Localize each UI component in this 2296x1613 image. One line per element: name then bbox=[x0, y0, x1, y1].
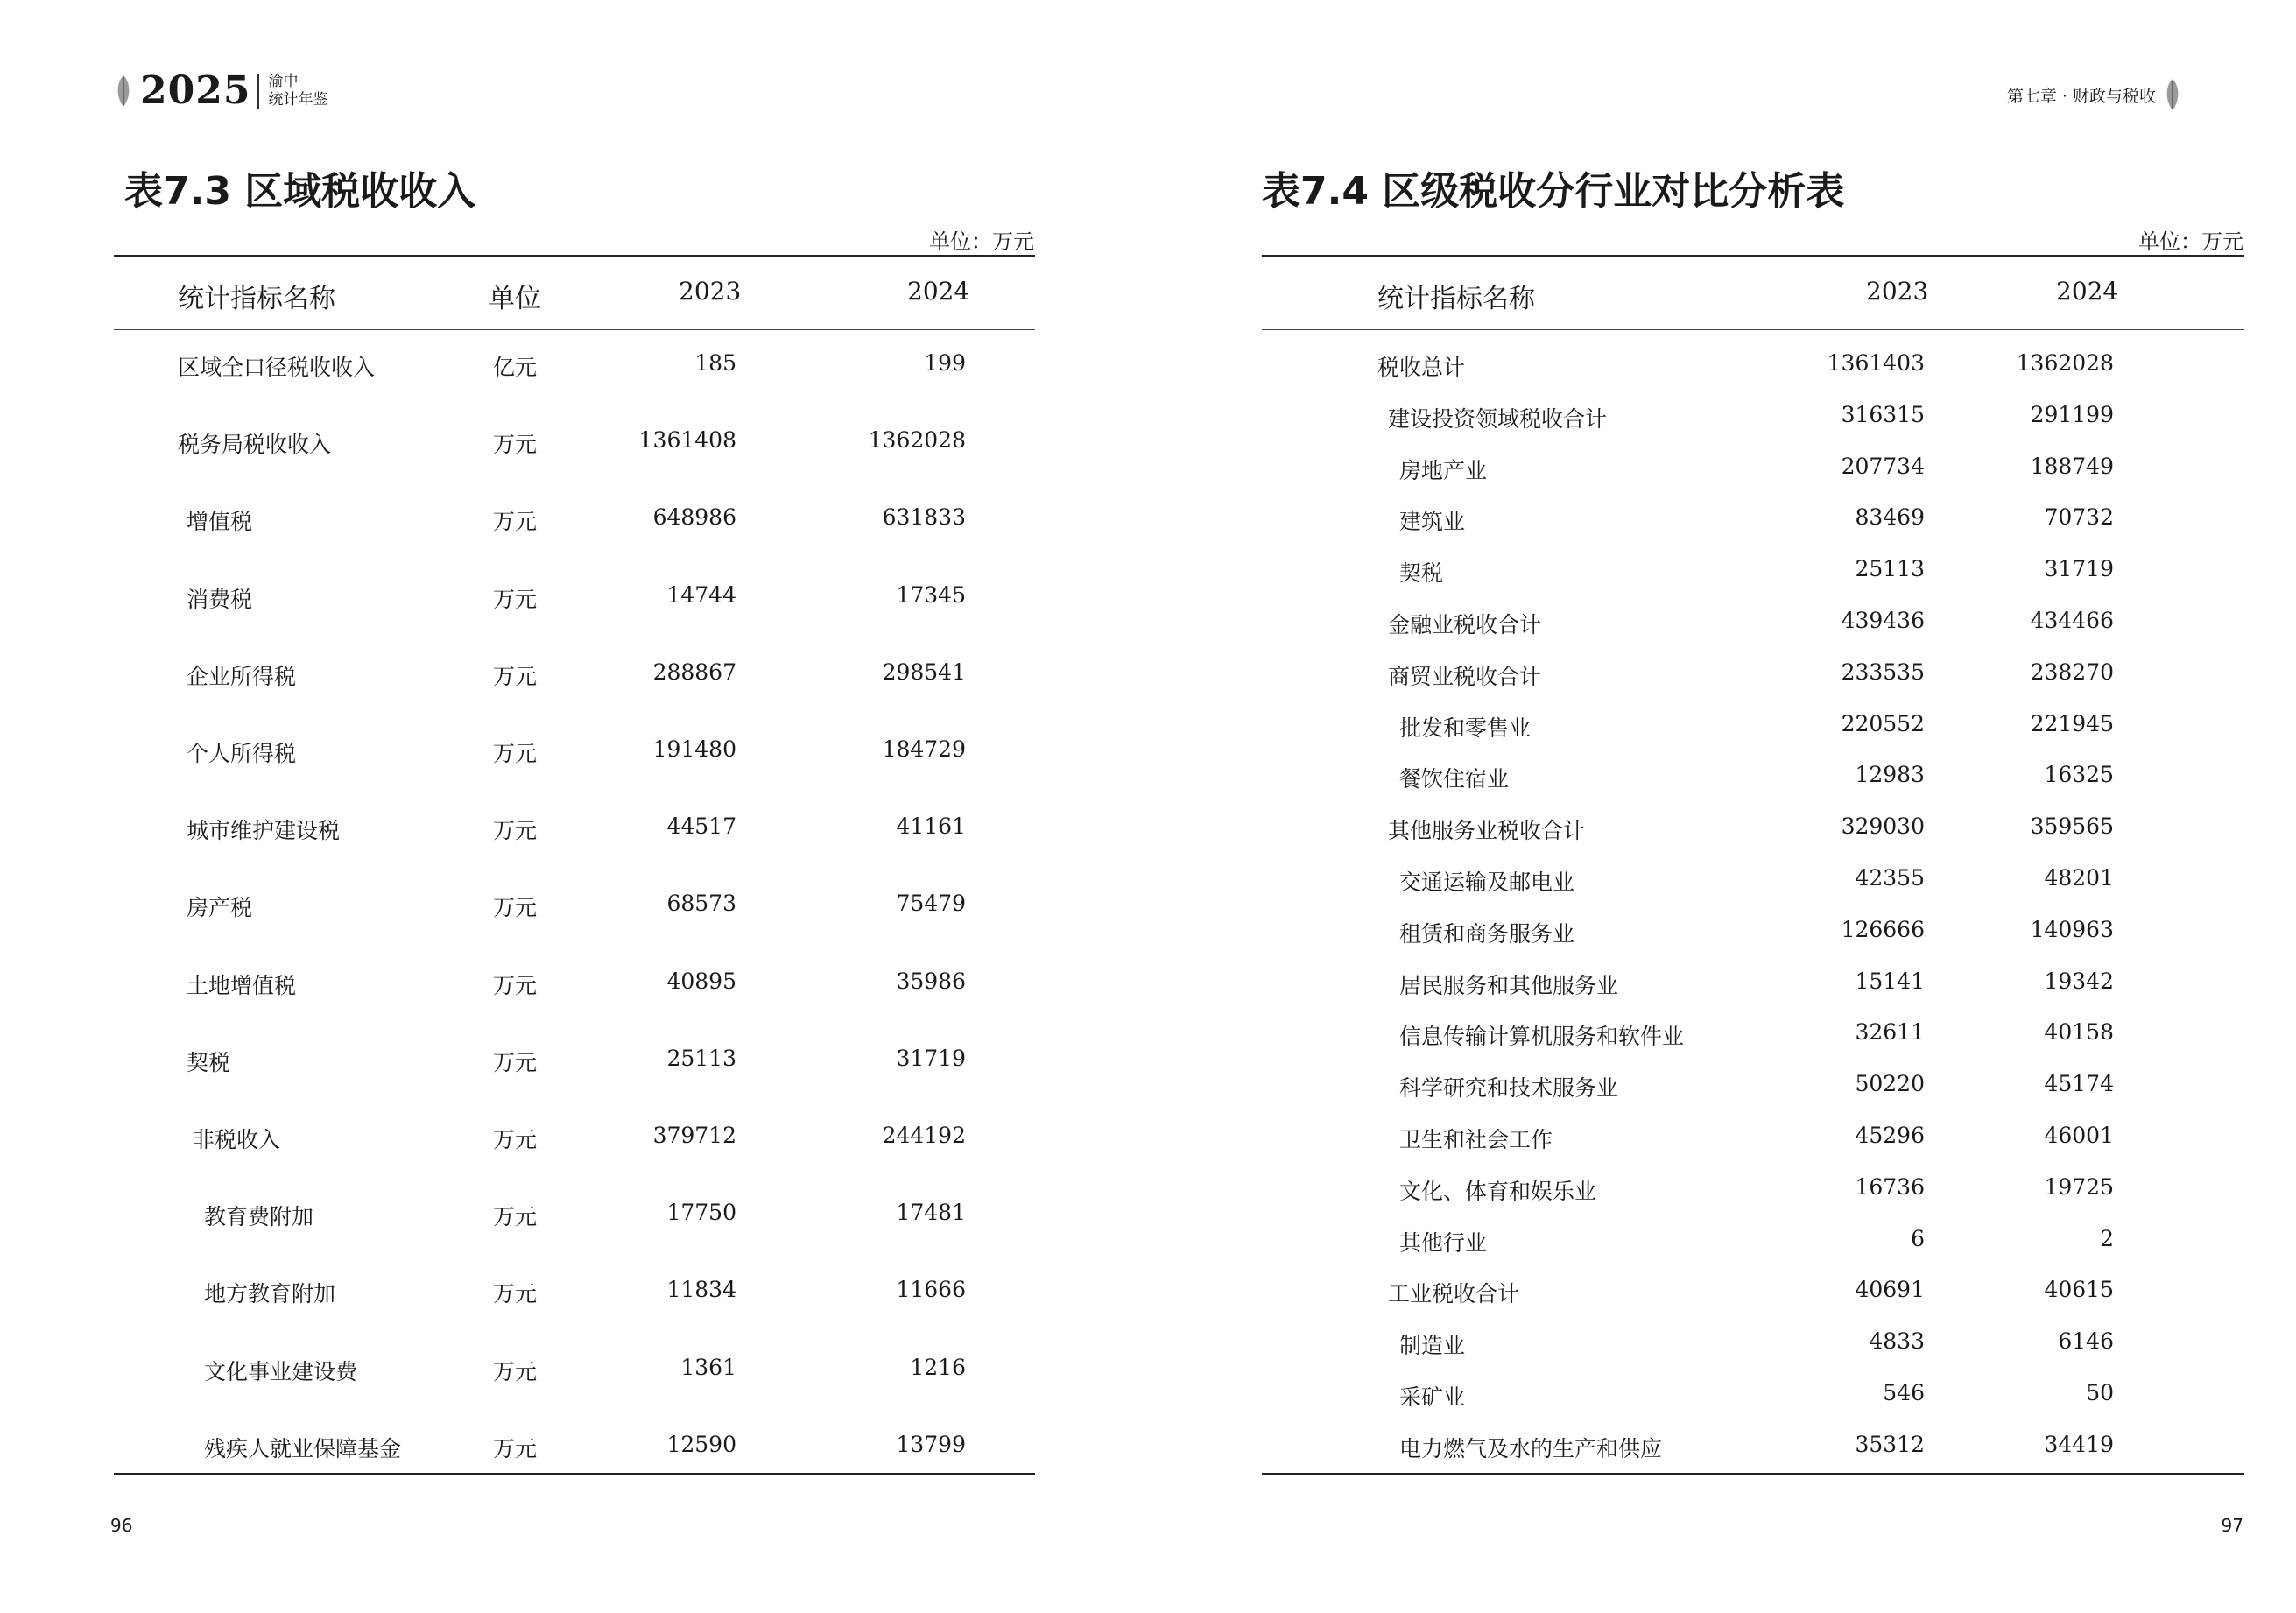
table-bottom-rule bbox=[114, 1473, 1035, 1475]
chapter-header bbox=[2007, 77, 2182, 112]
row-unit: 万元 bbox=[493, 1127, 538, 1152]
row-unit: 万元 bbox=[493, 663, 538, 689]
row-name: 交通运输及邮电业 bbox=[1399, 870, 1575, 895]
table-row bbox=[1148, 402, 2296, 437]
chapter-title: 第七章 · 财政与税收 bbox=[2006, 86, 2156, 106]
row-value-2023: 44517 bbox=[666, 814, 736, 840]
table-bottom-rule bbox=[1262, 1473, 2244, 1475]
row-value-2024: 244192 bbox=[882, 1123, 966, 1148]
table-row bbox=[1148, 917, 2296, 952]
logo-divider bbox=[257, 74, 259, 109]
row-value-2023: 379712 bbox=[652, 1123, 736, 1148]
row-name: 教育费附加 bbox=[204, 1204, 314, 1230]
table-header-rule bbox=[1262, 329, 2244, 330]
row-value-2024: 31719 bbox=[2044, 556, 2114, 582]
row-unit: 万元 bbox=[493, 586, 538, 612]
table-row bbox=[1148, 1123, 2296, 1158]
yearbook-name bbox=[268, 73, 327, 109]
row-value-2024: 631833 bbox=[882, 504, 966, 531]
row-unit: 万元 bbox=[493, 509, 538, 535]
row-value-2024: 50 bbox=[2086, 1380, 2114, 1405]
row-value-2023: 648986 bbox=[652, 504, 736, 531]
row-name: 其他服务业税收合计 bbox=[1388, 818, 1586, 844]
row-name: 地方教育附加 bbox=[204, 1281, 336, 1307]
table-row bbox=[0, 659, 1148, 694]
row-value-2024: 140963 bbox=[2030, 916, 2114, 942]
row-value-2024: 41161 bbox=[896, 814, 966, 840]
row-name: 卫生和社会工作 bbox=[1399, 1127, 1553, 1152]
table-row bbox=[0, 736, 1148, 771]
row-value-2023: 1361 bbox=[680, 1354, 736, 1380]
row-value-2023: 6 bbox=[1911, 1225, 1925, 1251]
row-value-2024: 31719 bbox=[896, 1045, 966, 1071]
leaf-emblem-icon bbox=[2163, 77, 2182, 112]
column-header-2023: 2023 bbox=[1866, 277, 1929, 306]
row-value-2023: 25113 bbox=[1855, 556, 1925, 582]
row-value-2024: 13799 bbox=[896, 1431, 966, 1457]
row-name: 契税 bbox=[187, 1049, 231, 1075]
row-value-2023: 4833 bbox=[1869, 1328, 1925, 1355]
unit-note: 单位：万元 bbox=[2138, 229, 2243, 254]
row-value-2023: 50220 bbox=[1855, 1071, 1925, 1097]
row-value-2024: 34419 bbox=[2044, 1431, 2114, 1457]
table-row bbox=[0, 1200, 1148, 1235]
row-name: 信息传输计算机服务和软件业 bbox=[1399, 1024, 1685, 1050]
row-value-2023: 329030 bbox=[1841, 814, 1925, 840]
row-value-2023: 233535 bbox=[1841, 659, 1925, 685]
table-row bbox=[1148, 1019, 2296, 1054]
row-name: 税收总计 bbox=[1377, 355, 1466, 380]
table-row bbox=[1148, 1226, 2296, 1261]
table-row bbox=[0, 814, 1148, 849]
table-header-rule bbox=[114, 329, 1035, 330]
row-value-2024: 298541 bbox=[882, 659, 966, 685]
row-unit: 亿元 bbox=[493, 355, 538, 380]
row-name: 其他行业 bbox=[1399, 1229, 1488, 1256]
row-value-2023: 17750 bbox=[666, 1200, 736, 1226]
row-value-2023: 25113 bbox=[666, 1045, 736, 1071]
row-name: 文化事业建设费 bbox=[204, 1358, 358, 1384]
row-value-2023: 185 bbox=[694, 350, 736, 376]
table-row bbox=[1148, 969, 2296, 1004]
table-row bbox=[1148, 1071, 2296, 1106]
row-value-2023: 32611 bbox=[1855, 1019, 1925, 1046]
row-value-2024: 199 bbox=[924, 350, 966, 376]
row-value-2023: 35312 bbox=[1855, 1431, 1925, 1457]
yearbook-logo bbox=[114, 68, 327, 113]
yearbook-name-line1: 渝中 bbox=[268, 72, 299, 90]
row-name: 残疾人就业保障基金 bbox=[204, 1435, 402, 1462]
row-value-2023: 40691 bbox=[1855, 1277, 1925, 1303]
row-name: 居民服务和其他服务业 bbox=[1399, 972, 1619, 998]
row-value-2024: 11666 bbox=[896, 1277, 966, 1303]
row-value-2024: 46001 bbox=[2044, 1123, 2114, 1148]
row-name: 批发和零售业 bbox=[1399, 715, 1532, 741]
row-name: 电力燃气及水的生产和供应 bbox=[1399, 1435, 1663, 1462]
row-name: 建筑业 bbox=[1399, 509, 1466, 535]
right-page bbox=[1148, 0, 2296, 1613]
table-row bbox=[0, 1123, 1148, 1158]
table-row bbox=[1148, 1432, 2296, 1467]
column-header-unit: 单位 bbox=[489, 284, 541, 314]
row-value-2024: 75479 bbox=[896, 891, 966, 917]
table-top-rule bbox=[1262, 255, 2244, 257]
row-value-2023: 45296 bbox=[1855, 1123, 1925, 1148]
row-value-2023: 1361408 bbox=[638, 427, 736, 454]
row-value-2023: 15141 bbox=[1855, 968, 1925, 994]
row-value-2024: 48201 bbox=[2044, 865, 2114, 891]
row-value-2023: 16736 bbox=[1855, 1173, 1925, 1200]
row-name: 工业税收合计 bbox=[1388, 1281, 1520, 1307]
column-header-2023: 2023 bbox=[679, 277, 742, 306]
row-value-2024: 291199 bbox=[2030, 401, 2114, 427]
table-row bbox=[0, 504, 1148, 539]
row-value-2023: 439436 bbox=[1841, 608, 1925, 633]
table-row bbox=[1148, 504, 2296, 539]
row-value-2023: 191480 bbox=[652, 736, 736, 762]
row-value-2024: 35986 bbox=[896, 968, 966, 994]
row-value-2023: 220552 bbox=[1841, 710, 1925, 736]
table-row bbox=[0, 427, 1148, 462]
leaf-emblem-icon bbox=[114, 74, 133, 109]
row-value-2024: 2 bbox=[2100, 1225, 2114, 1251]
row-value-2023: 546 bbox=[1883, 1380, 1925, 1405]
row-unit: 万元 bbox=[493, 432, 538, 458]
table-row bbox=[0, 1432, 1148, 1467]
row-value-2024: 6146 bbox=[2058, 1328, 2114, 1355]
row-unit: 万元 bbox=[493, 895, 538, 921]
table-row bbox=[1148, 608, 2296, 643]
table-row bbox=[1148, 1174, 2296, 1209]
row-value-2024: 359565 bbox=[2030, 814, 2114, 840]
row-value-2024: 1362028 bbox=[2016, 350, 2114, 376]
table-row bbox=[0, 350, 1148, 385]
table-row bbox=[0, 1277, 1148, 1312]
table-row bbox=[1148, 762, 2296, 797]
page-number: 97 bbox=[2221, 1515, 2243, 1536]
column-header-name: 统计指标名称 bbox=[1377, 284, 1535, 314]
row-name: 房地产业 bbox=[1399, 457, 1488, 483]
column-header-name: 统计指标名称 bbox=[178, 284, 335, 314]
row-name: 契税 bbox=[1399, 560, 1444, 587]
row-name: 金融业税收合计 bbox=[1388, 612, 1542, 637]
row-name: 税务局税收收入 bbox=[178, 432, 332, 458]
table-row bbox=[1148, 865, 2296, 900]
row-value-2024: 70732 bbox=[2044, 504, 2114, 531]
row-name: 餐饮住宿业 bbox=[1399, 766, 1510, 792]
table-row bbox=[0, 1046, 1148, 1081]
row-unit: 万元 bbox=[493, 1358, 538, 1384]
row-unit: 万元 bbox=[493, 1435, 538, 1462]
unit-note: 单位：万元 bbox=[929, 229, 1034, 254]
row-name: 城市维护建设税 bbox=[187, 818, 341, 844]
table-row bbox=[1148, 556, 2296, 591]
row-value-2024: 221945 bbox=[2030, 710, 2114, 736]
row-name: 文化、体育和娱乐业 bbox=[1399, 1178, 1597, 1204]
row-value-2024: 434466 bbox=[2030, 608, 2114, 633]
row-value-2024: 40158 bbox=[2044, 1019, 2114, 1046]
table-row bbox=[1148, 814, 2296, 849]
row-name: 建设投资领域税收合计 bbox=[1388, 405, 1608, 432]
table-row bbox=[1148, 711, 2296, 746]
row-name: 制造业 bbox=[1399, 1333, 1466, 1359]
row-name: 消费税 bbox=[187, 586, 253, 612]
table-row bbox=[0, 582, 1148, 617]
row-value-2023: 288867 bbox=[652, 659, 736, 685]
row-name: 增值税 bbox=[187, 509, 253, 535]
row-value-2024: 1216 bbox=[910, 1354, 966, 1380]
row-name: 采矿业 bbox=[1399, 1384, 1466, 1410]
row-name: 土地增值税 bbox=[187, 972, 297, 998]
table-row bbox=[0, 1355, 1148, 1390]
column-header-2024: 2024 bbox=[907, 277, 970, 306]
row-unit: 万元 bbox=[493, 741, 538, 766]
row-value-2023: 316315 bbox=[1841, 401, 1925, 427]
row-unit: 万元 bbox=[493, 1049, 538, 1075]
table-top-rule bbox=[114, 255, 1035, 257]
yearbook-year: 2025 bbox=[140, 68, 251, 113]
table-row bbox=[1148, 454, 2296, 489]
table-row bbox=[0, 969, 1148, 1004]
row-name: 非税收入 bbox=[193, 1127, 281, 1152]
row-value-2024: 238270 bbox=[2030, 659, 2114, 685]
row-value-2023: 207734 bbox=[1841, 453, 1925, 479]
row-value-2023: 42355 bbox=[1855, 865, 1925, 891]
row-unit: 万元 bbox=[493, 1281, 538, 1307]
table-row bbox=[0, 891, 1148, 926]
table-title: 表7.4 区级税收分行业对比分析表 bbox=[1262, 169, 1845, 214]
row-unit: 万元 bbox=[493, 972, 538, 998]
row-value-2024: 19725 bbox=[2044, 1173, 2114, 1200]
row-value-2023: 40895 bbox=[666, 968, 736, 994]
row-name: 租赁和商务服务业 bbox=[1399, 920, 1575, 947]
row-name: 企业所得税 bbox=[187, 663, 297, 689]
table-row bbox=[1148, 350, 2296, 385]
row-value-2023: 11834 bbox=[666, 1277, 736, 1303]
table-row bbox=[1148, 1328, 2296, 1363]
row-value-2023: 12590 bbox=[666, 1431, 736, 1457]
row-value-2023: 83469 bbox=[1855, 504, 1925, 531]
row-unit: 万元 bbox=[493, 1204, 538, 1230]
row-value-2024: 16325 bbox=[2044, 762, 2114, 788]
row-value-2024: 184729 bbox=[882, 736, 966, 762]
row-value-2024: 1362028 bbox=[868, 427, 966, 454]
table-row bbox=[1148, 1277, 2296, 1312]
row-name: 个人所得税 bbox=[187, 741, 297, 766]
row-name: 商贸业税收合计 bbox=[1388, 663, 1542, 689]
row-value-2023: 1361403 bbox=[1827, 350, 1925, 376]
page-number: 96 bbox=[110, 1515, 133, 1536]
row-value-2024: 19342 bbox=[2044, 968, 2114, 994]
row-value-2024: 17345 bbox=[896, 581, 966, 608]
row-value-2024: 188749 bbox=[2030, 453, 2114, 479]
table-title: 表7.3 区域税收收入 bbox=[124, 169, 476, 214]
row-value-2023: 68573 bbox=[666, 891, 736, 917]
yearbook-name-line2: 统计年鉴 bbox=[268, 90, 328, 109]
row-unit: 万元 bbox=[493, 818, 538, 844]
row-value-2023: 12983 bbox=[1855, 762, 1925, 788]
row-name: 区域全口径税收收入 bbox=[178, 355, 376, 380]
row-value-2023: 14744 bbox=[666, 581, 736, 608]
row-value-2024: 17481 bbox=[896, 1200, 966, 1226]
column-header-2024: 2024 bbox=[2056, 277, 2119, 306]
row-name: 科学研究和技术服务业 bbox=[1399, 1075, 1619, 1102]
table-row bbox=[1148, 659, 2296, 694]
row-value-2024: 45174 bbox=[2044, 1071, 2114, 1097]
row-value-2024: 40615 bbox=[2044, 1277, 2114, 1303]
row-value-2023: 126666 bbox=[1841, 916, 1925, 942]
table-row bbox=[1148, 1380, 2296, 1415]
row-name: 房产税 bbox=[187, 895, 253, 921]
